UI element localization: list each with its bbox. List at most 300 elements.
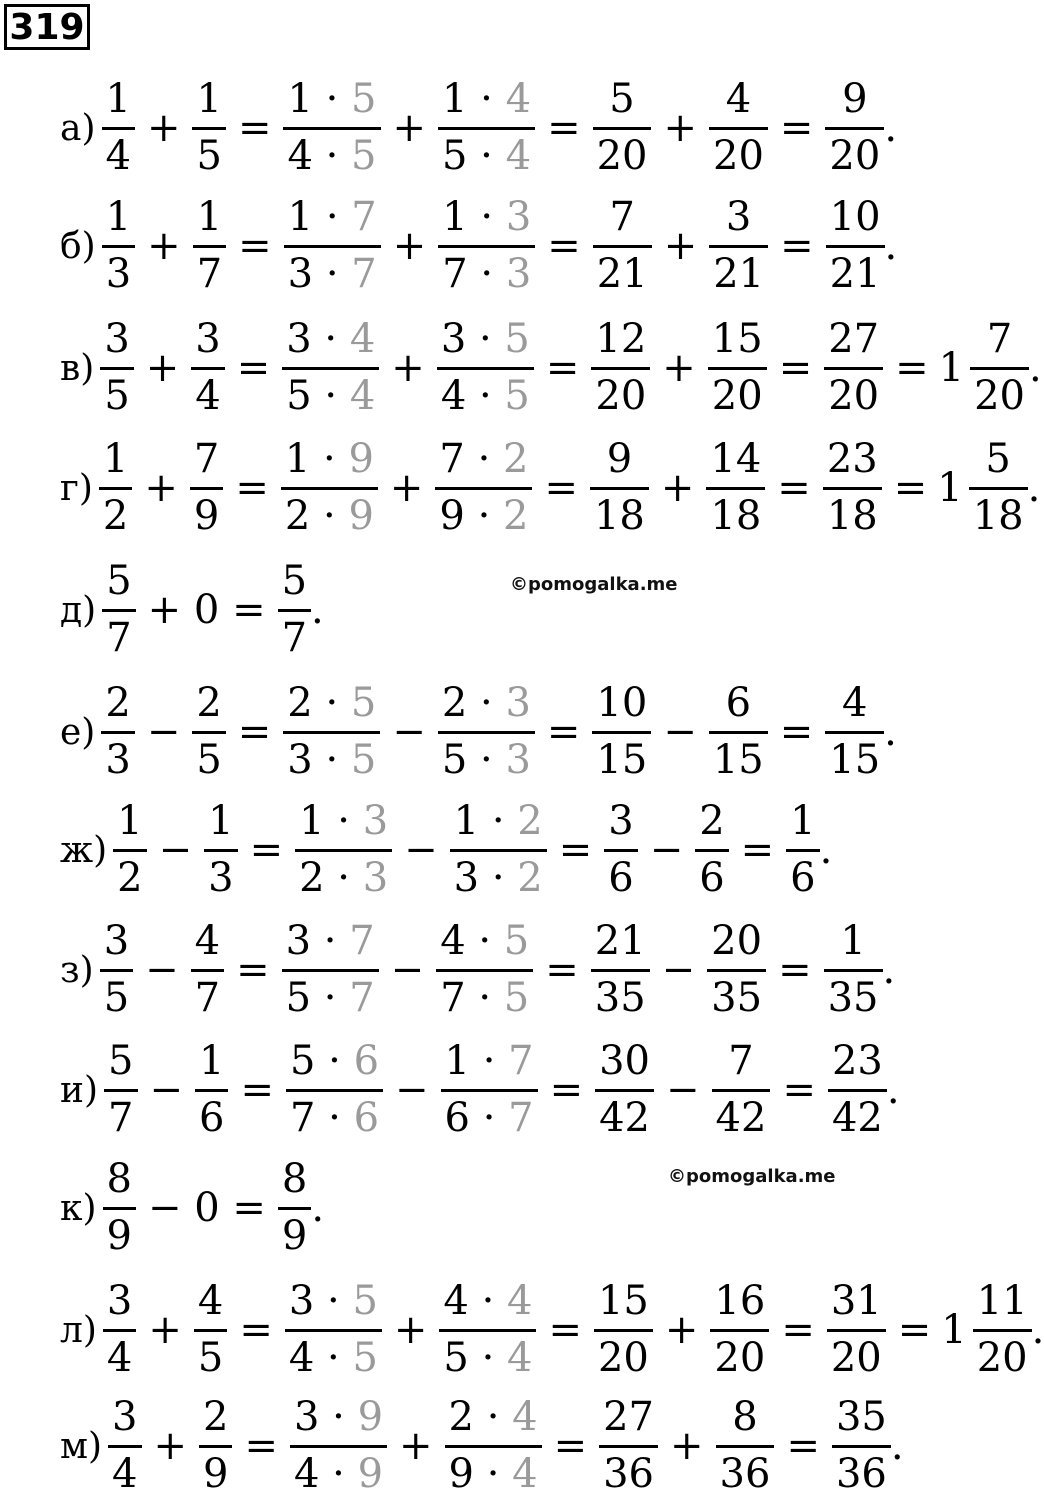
extra-factor: 5 [351,132,377,179]
denominator-value: 4 [112,1450,138,1497]
denominator-value: 2 · [284,492,349,539]
denominator [595,1092,654,1146]
operator: − [663,709,697,755]
whole-part: 1 [938,345,965,391]
operator: + [147,223,181,269]
numerator [439,1275,536,1329]
denominator [709,130,768,184]
numerator [728,1391,761,1445]
numerator [827,1275,886,1329]
extra-factor: 7 [351,250,377,297]
numerator [284,191,381,245]
expression-row [60,552,324,668]
numerator [103,1275,136,1329]
end-period: . [311,1185,325,1231]
numerator [438,73,535,127]
numerator [722,73,755,127]
denominator [706,490,765,544]
numerator-value: 16 [714,1277,766,1324]
denominator [278,1210,311,1264]
fraction [970,313,1029,424]
numerator-value: 2 · [441,679,506,726]
fraction [282,915,379,1026]
numerator [591,915,650,969]
denominator [192,130,225,184]
operator: = [893,465,928,511]
denominator [828,1092,887,1146]
extra-factor: 3 [505,193,532,240]
numerator [786,795,819,849]
expression-row [60,1388,904,1504]
denominator-value: 20 [829,132,881,179]
fraction [190,433,223,544]
numerator-value: 3 [195,315,221,362]
extra-factor: 4 [512,1450,538,1497]
operator: = [249,827,284,873]
numerator [191,313,224,367]
row-label: е) [60,711,96,753]
denominator-value: 36 [835,1450,887,1497]
expression-row [60,792,832,908]
row-label: и) [60,1069,99,1111]
numerator-value: 3 · [285,917,350,964]
numerator [445,1391,542,1445]
numerator-value: 4 [725,75,752,122]
denominator [283,130,380,184]
fraction [708,313,767,424]
denominator [824,972,883,1026]
extra-factor: 4 [505,132,532,179]
fraction [832,1391,891,1502]
fraction [712,1035,771,1146]
fraction [590,433,649,544]
numerator-value: 4 [841,679,868,726]
numerator [104,1035,137,1089]
fraction [438,73,535,184]
denominator [436,972,533,1026]
denominator [439,1332,536,1386]
numerator-value: 31 [830,1277,882,1324]
denominator [435,490,532,544]
numerator-value: 5 [281,557,308,604]
denominator-value: 3 [105,250,132,297]
end-period: . [884,223,898,269]
denominator-value: 42 [599,1094,651,1141]
end-period: . [819,827,833,873]
fraction [101,677,134,788]
numerator [592,677,651,731]
denominator [199,1448,232,1502]
denominator-value: 21 [713,250,765,297]
fraction [193,191,226,302]
fraction [278,555,311,666]
denominator [708,370,767,424]
denominator [281,490,378,544]
denominator [824,370,883,424]
watermark-1: ©pomogalka.me [510,574,678,595]
numerator-value: 11 [976,1277,1028,1324]
fraction [593,73,652,184]
numerator-value: 1 · [287,193,352,240]
numerator-value: 14 [710,435,762,482]
operator: = [548,1307,582,1353]
fraction [709,73,768,184]
numerator [281,433,378,487]
extra-factor: 9 [357,1450,384,1497]
fraction [285,1275,382,1386]
end-period: . [884,105,898,151]
extra-factor: 5 [504,372,530,419]
denominator-value: 20 [597,1334,649,1381]
denominator [823,490,882,544]
fraction [104,1035,137,1146]
denominator-value: 9 · [448,1450,513,1497]
numerator [722,191,755,245]
denominator-value: 35 [711,974,763,1021]
numerator [983,313,1016,367]
operator: + [392,223,427,269]
fraction [283,73,380,184]
fraction [695,795,728,906]
fraction [191,313,224,424]
denominator [604,852,637,906]
numerator [591,313,650,367]
numerator [441,1035,538,1089]
fraction [599,1391,658,1502]
fraction [438,677,535,788]
numerator-value: 27 [828,315,880,362]
numerator-value: 21 [594,917,646,964]
extra-factor: 3 [362,854,389,901]
numerator-value: 7 [986,315,1013,362]
fraction [824,915,883,1026]
extra-factor: 5 [503,974,530,1021]
denominator-value: 2 [102,492,129,539]
extra-factor: 9 [357,1393,384,1440]
extra-factor: 3 [505,736,531,783]
fraction [706,433,765,544]
task-number-box [4,4,90,50]
numerator-value: 1 [196,75,222,122]
denominator-value: 18 [593,492,645,539]
numerator-value: 35 [835,1393,887,1440]
denominator-value: 20 [974,372,1025,419]
operator: − [390,947,425,993]
denominator [438,734,535,788]
operator: = [237,709,272,755]
numerator [823,433,882,487]
denominator [437,370,534,424]
operator: − [149,1067,184,1113]
operator: = [545,345,580,391]
denominator [825,130,884,184]
denominator-value: 4 [195,372,221,419]
denominator-value: 20 [976,1334,1028,1381]
numerator [99,433,132,487]
operator: − 0 = [148,1185,266,1231]
expression-row [60,1032,900,1148]
fraction [113,795,146,906]
numerator [100,915,133,969]
numerator [838,677,871,731]
numerator [102,555,135,609]
denominator-value: 21 [596,250,648,297]
denominator [599,1448,658,1502]
numerator-value: 1 · [444,1037,509,1084]
numerator [113,795,146,849]
operator: + [393,1307,428,1353]
denominator [192,734,225,788]
fraction [281,433,378,544]
numerator-value: 3 [104,315,130,362]
row-label: л) [60,1309,97,1351]
numerator [285,1275,382,1329]
denominator [104,1092,137,1146]
operator: + [389,465,424,511]
numerator [435,433,532,487]
expression-row [60,310,1042,426]
numerator [603,433,636,487]
numerator-value: 1 [102,435,129,482]
numerator-value: 1 · [453,797,518,844]
fraction [709,191,768,302]
operator: = [544,465,578,511]
numerator-value: 3 [106,1277,133,1324]
numerator-value: 5 [985,435,1011,482]
denominator [716,1448,775,1502]
end-period: . [882,947,896,993]
fraction [826,191,885,302]
fraction [973,1275,1032,1386]
extra-factor: 5 [352,1334,378,1381]
numerator [193,191,226,245]
denominator-value: 15 [829,736,881,783]
denominator-value: 5 [196,132,222,179]
denominator-value: 5 [197,1334,224,1381]
numerator [710,1275,769,1329]
numerator [724,1035,757,1089]
denominator-value: 20 [596,132,648,179]
operator: = [549,1067,584,1113]
denominator-value: 4 [105,132,131,179]
numerator [722,677,755,731]
expression-row [60,188,897,304]
numerator-value: 3 [608,797,634,844]
numerator-value: 1 [117,797,143,844]
numerator-value: 4 [194,917,221,964]
numerator [707,915,766,969]
denominator [825,734,884,788]
watermark-2: ©pomogalka.me [668,1166,836,1187]
denominator [695,852,728,906]
operator: = [235,465,269,511]
numerator [192,73,225,127]
denominator [712,1092,771,1146]
fraction [100,313,133,424]
fraction [192,73,225,184]
denominator-value: 20 [714,1334,766,1381]
numerator-value: 7 [193,435,220,482]
operator: = [553,1423,588,1469]
denominator [195,1092,228,1146]
numerator-value: 1 · [284,435,349,482]
denominator [108,1448,141,1502]
expression-row [60,430,1040,546]
row-label: г) [60,467,93,509]
denominator-value: 5 [196,736,222,783]
denominator-value: 6 [199,1094,225,1141]
denominator [282,370,379,424]
denominator [593,248,652,302]
fraction [709,677,768,788]
denominator-value: 3 [208,854,234,901]
numerator [278,1153,311,1207]
operator: = [786,1423,820,1469]
expression-row [60,1272,1044,1388]
denominator [193,248,226,302]
extra-factor: 9 [348,435,374,482]
numerator-value: 9 [842,75,868,122]
fraction [439,1275,536,1386]
denominator [99,490,132,544]
numerator-value: 1 [840,917,866,964]
denominator [190,490,223,544]
fraction [786,795,819,906]
operator: + [144,465,178,511]
fraction [824,313,883,424]
denominator-value: 5 · [443,1334,508,1381]
numerator-value: 15 [597,1277,649,1324]
numerator [283,73,380,127]
denominator [973,1332,1032,1386]
operator: = [740,827,775,873]
operator: − [158,827,193,873]
denominator-value: 6 [790,854,816,901]
numerator [100,313,133,367]
fraction [103,1153,136,1264]
denominator-value: 7 [106,614,132,661]
fraction [99,433,132,544]
denominator [591,972,650,1026]
extra-factor: 2 [503,492,529,539]
numerator [832,1391,891,1445]
denominator-value: 42 [715,1094,767,1141]
fraction [195,1035,228,1146]
denominator-value: 5 · [285,974,350,1021]
numerator-value: 15 [711,315,763,362]
numerator [438,191,535,245]
denominator-value: 7 · [440,974,504,1021]
numerator [295,795,392,849]
denominator-value: 15 [596,736,648,783]
denominator [450,852,547,906]
fraction [445,1391,542,1502]
numerator-value: 20 [711,917,763,964]
denominator-value: 36 [603,1450,655,1497]
operator: − [649,827,684,873]
numerator [826,191,885,245]
operator: − [395,1067,429,1113]
operator: − [404,827,438,873]
fraction [710,1275,769,1386]
denominator-value: 9 [106,1212,132,1259]
task-number: 319 [9,6,85,48]
denominator-value: 6 [699,854,725,901]
numerator [695,795,728,849]
numerator-value: 1 [105,75,131,122]
fraction [595,1035,654,1146]
numerator [973,1275,1032,1329]
numerator-value: 3 [112,1393,138,1440]
denominator-value: 4 · [440,372,505,419]
numerator [594,1275,653,1329]
row-label: к) [60,1187,97,1229]
fraction [283,677,380,788]
extra-factor: 5 [504,315,530,362]
denominator-value: 18 [710,492,762,539]
denominator [441,1092,538,1146]
numerator [102,73,135,127]
numerator [981,433,1014,487]
expression-row [60,1150,324,1266]
denominator [100,972,133,1026]
numerator-value: 10 [596,679,648,726]
numerator [194,1275,227,1329]
numerator [282,313,379,367]
row-label: з) [60,949,94,991]
denominator [103,1210,136,1264]
numerator-value: 5 [106,557,132,604]
numerator [286,1035,383,1089]
denominator [710,1332,769,1386]
operator: = [779,105,814,151]
denominator-value: 7 [196,250,223,297]
fraction [199,1391,232,1502]
numerator-value: 8 [281,1155,308,1202]
fraction [103,1275,136,1386]
operator: + [662,345,696,391]
numerator-value: 1 [208,797,234,844]
denominator-value: 35 [594,974,646,1021]
operator: + [670,1423,704,1469]
extra-factor: 7 [349,974,375,1021]
numerator [438,677,535,731]
denominator-value: 6 [608,854,634,901]
numerator [195,1035,228,1089]
extra-factor: 2 [517,797,543,844]
fraction [286,1035,383,1146]
end-period: . [311,587,324,633]
extra-factor: 3 [505,250,532,297]
extra-factor: 2 [517,854,543,901]
operator: = [895,345,929,391]
operator: = [237,105,272,151]
row-label: б) [60,225,96,267]
end-period: . [886,1067,900,1113]
denominator [191,972,224,1026]
extra-factor: 7 [508,1094,534,1141]
numerator [450,795,547,849]
denominator-value: 9 [203,1450,229,1497]
numerator [836,915,869,969]
numerator-value: 7 [609,193,635,240]
whole-part: 1 [941,1307,967,1353]
numerator [103,1153,136,1207]
operator: + [660,465,695,511]
row-label: д) [60,589,97,631]
operator: = [781,1307,815,1353]
extra-factor: 3 [505,679,531,726]
